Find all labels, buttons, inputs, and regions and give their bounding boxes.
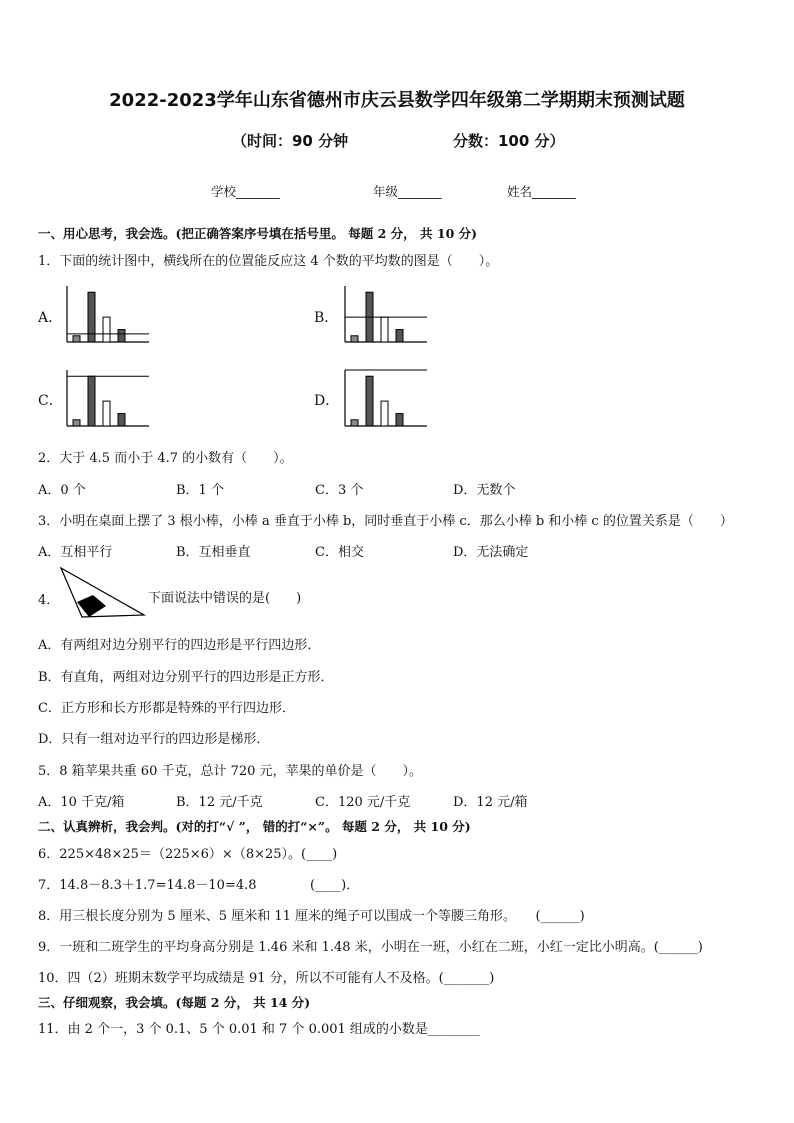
- name-field[interactable]: 姓名_______: [507, 184, 576, 199]
- q1-label-b: B．: [314, 310, 339, 326]
- q5-text: 5．8 箱苹果共重 60 千克，总计 720 元，苹果的单价是（ ）。: [38, 764, 423, 779]
- q5-option-d[interactable]: D．12 元/箱: [453, 795, 528, 810]
- q7-text: 7．14.8－8.3＋1.7=14.8－10=4.8: [38, 878, 257, 893]
- bar-4: [396, 330, 403, 342]
- grade-field[interactable]: 年级_______: [373, 184, 442, 199]
- chart-d: [342, 368, 432, 428]
- q4-option-c[interactable]: C．正方形和长方形都是特殊的平行四边形．: [38, 701, 295, 716]
- bar-4: [118, 414, 125, 426]
- bar-4: [396, 414, 403, 426]
- q1-text: 1．下面的统计图中，横线所在的位置能反应这 4 个数的平均数的图是（ ）。: [38, 254, 499, 269]
- q2-option-d[interactable]: D．无数个: [453, 483, 516, 498]
- q2-option-a[interactable]: A．0 个: [38, 483, 86, 498]
- triangle-shape: [61, 568, 144, 617]
- bar-3: [103, 317, 110, 342]
- exam-time: （时间：90 分钟: [232, 132, 349, 150]
- q2-text: 2．大于 4.5 而小于 4.7 的小数有（ ）。: [38, 451, 293, 466]
- section2-heading: 二、认真辨析，我会判。(对的打“√ ”， 错的打“×”。 每题 2 分， 共 10 分): [38, 819, 471, 834]
- q9-text: 9．一班和二班学生的平均身高分别是 1.46 米和 1.48 米，小明在一班，小红在二班，小红一定比小明高。(______): [38, 940, 703, 955]
- bar-2: [88, 376, 95, 426]
- school-field[interactable]: 学校_______: [211, 184, 280, 199]
- bar-1: [73, 336, 80, 342]
- shaded-quad-shape: [77, 595, 106, 617]
- q3-option-b[interactable]: B．互相垂直: [176, 545, 251, 560]
- bar-1: [351, 336, 358, 342]
- bar-3: [381, 401, 388, 426]
- q4-option-a[interactable]: A．有两组对边分别平行的四边形是平行四边形．: [38, 638, 321, 653]
- q2-option-b[interactable]: B．1 个: [176, 483, 224, 498]
- q1-label-a: A．: [38, 310, 63, 326]
- q4-option-b[interactable]: B．有直角，两组对边分别平行的四边形是正方形．: [38, 670, 334, 685]
- bar-4: [118, 330, 125, 342]
- section3-heading: 三、仔细观察，我会填。(每题 2 分， 共 14 分): [38, 995, 311, 1010]
- q5-option-b[interactable]: B．12 元/千克: [176, 795, 263, 810]
- q5-option-a[interactable]: A．10 千克/箱: [38, 795, 125, 810]
- q7-blank[interactable]: (____)．: [310, 878, 360, 893]
- bar-3: [381, 317, 388, 342]
- q3-option-a[interactable]: A．互相平行: [38, 545, 113, 560]
- bar-1: [73, 420, 80, 426]
- bar-1: [351, 420, 358, 426]
- bar-2: [366, 376, 373, 426]
- chart-b: [342, 284, 432, 344]
- bar-2: [88, 292, 95, 342]
- exam-score: 分数：100 分）: [453, 132, 565, 150]
- page-title: 2022-2023学年山东省德州市庆云县数学四年级第二学期期末预测试题: [109, 90, 685, 111]
- section1-heading: 一、用心思考，我会选。(把正确答案序号填在括号里。 每题 2 分， 共 10 分): [38, 226, 478, 241]
- chart-a: [64, 284, 154, 344]
- q3-text: 3．小明在桌面上摆了 3 根小棒，小棒 a 垂直于小棒 b，同时垂直于小棒 c．那么小棒 b 和小棒 c 的位置关系是（ ）: [38, 514, 733, 529]
- q11-text: 11．由 2 个一，3 个 0.1、5 个 0.01 和 7 个 0.001 组成的小数是________: [38, 1022, 480, 1037]
- q3-option-d[interactable]: D．无法确定: [453, 545, 529, 560]
- chart-c: [64, 368, 154, 428]
- q10-text: 10．四（2）班期末数学平均成绩是 91 分，所以不可能有人不及格。(_______): [38, 971, 495, 986]
- q4-number: 4．: [38, 593, 60, 608]
- q4-triangle-figure: [58, 566, 148, 626]
- q8-text: 8．用三根长度分别为 5 厘米、5 厘米和 11 厘米的绳子可以围成一个等腰三角形。 (______): [38, 909, 585, 924]
- q4-text: 下面说法中错误的是( ): [148, 591, 302, 606]
- q3-option-c[interactable]: C．相交: [315, 545, 364, 560]
- q5-option-c[interactable]: C．120 元/千克: [315, 795, 411, 810]
- q1-label-d: D．: [314, 393, 340, 409]
- bar-3: [103, 401, 110, 426]
- q1-label-c: C．: [38, 393, 63, 409]
- q6-text: 6．225×48×25＝（225×6）×（8×25）。(____): [38, 847, 338, 862]
- q2-option-c[interactable]: C．3 个: [315, 483, 364, 498]
- q4-option-d[interactable]: D．只有一组对边平行的四边形是梯形．: [38, 732, 270, 747]
